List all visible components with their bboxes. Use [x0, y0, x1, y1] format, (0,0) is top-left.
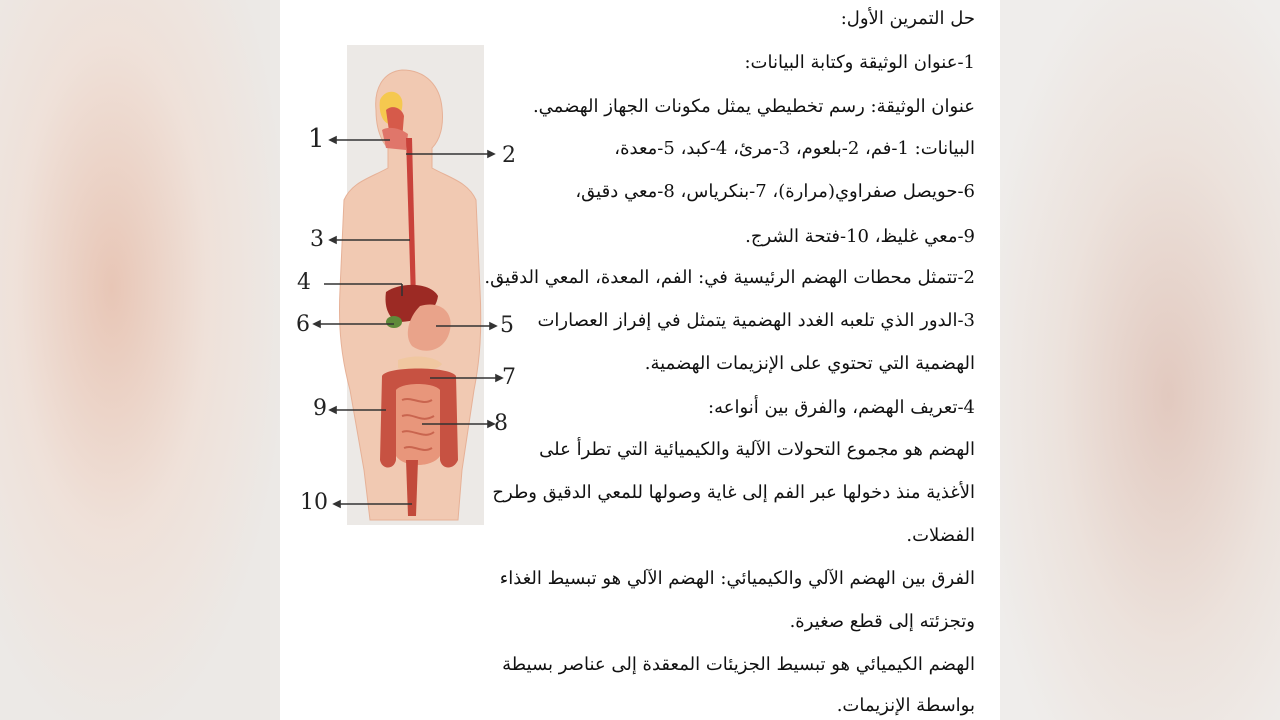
section-2-line: 2-تتمثل محطات الهضم الرئيسية في: الفم، المعدة، المعي الدقيق. — [484, 267, 975, 288]
diagram-label-2: 2 — [502, 143, 516, 168]
digestive-system-illustration — [290, 60, 530, 530]
chemical-digestion-line-1: الهضم الكيميائي هو تبسيط الجزيئات المعقدة إلى عناصر بسيطة — [502, 654, 975, 675]
chemical-digestion-line-2: بواسطة الإنزيمات. — [836, 695, 975, 716]
section-3-line-2: الهضمية التي تحتوي على الإنزيمات الهضمية. — [644, 353, 975, 374]
difference-line-1: الفرق بين الهضم الآلي والكيميائي: الهضم الآلي هو تبسيط الغذاء — [499, 568, 975, 589]
diagram-label-3: 3 — [310, 227, 324, 252]
definition-line-2: الأغذية منذ دخولها عبر الفم إلى غاية وصولها للمعي الدقيق وطرح — [492, 482, 975, 503]
document-title-line: عنوان الوثيقة: رسم تخطيطي يمثل مكونات الجهاز الهضمي. — [532, 96, 975, 117]
labels-line-1: البيانات: 1-فم، 2-بلعوم، 3-مرئ، 4-كبد، 5-معدة، — [614, 138, 975, 159]
definition-line-1: الهضم هو مجموع التحولات الآلية والكيميائية التي تطرأ على — [539, 439, 975, 460]
section-3-line-1: 3-الدور الذي تلعبه الغدد الهضمية يتمثل في إفراز العصارات — [537, 310, 975, 331]
diagram-label-7: 7 — [502, 365, 516, 390]
diagram-label-5: 5 — [500, 313, 514, 338]
diagram-label-6: 6 — [296, 312, 310, 337]
section-1-heading: 1-عنوان الوثيقة وكتابة البيانات: — [744, 52, 975, 73]
blurred-background-left — [0, 0, 280, 720]
diagram-label-8: 8 — [494, 411, 508, 436]
section-4-heading: 4-تعريف الهضم، والفرق بين أنواعه: — [708, 397, 975, 418]
difference-line-2: وتجزئته إلى قطع صغيرة. — [789, 611, 975, 632]
exercise-heading: حل التمرين الأول: — [840, 8, 975, 29]
diagram-label-1: 1 — [308, 124, 325, 154]
diagram-label-4: 4 — [297, 270, 311, 295]
diagram-label-9: 9 — [313, 396, 327, 421]
diagram-label-10: 10 — [300, 490, 328, 515]
labels-line-3: 9-معي غليظ، 10-فتحة الشرج. — [745, 226, 975, 247]
definition-line-3: الفضلات. — [906, 525, 975, 546]
labels-line-2: 6-حويصل صفراوي(مرارة)، 7-بنكرياس، 8-معي دقيق، — [575, 181, 975, 202]
blurred-background-right — [1000, 0, 1280, 720]
